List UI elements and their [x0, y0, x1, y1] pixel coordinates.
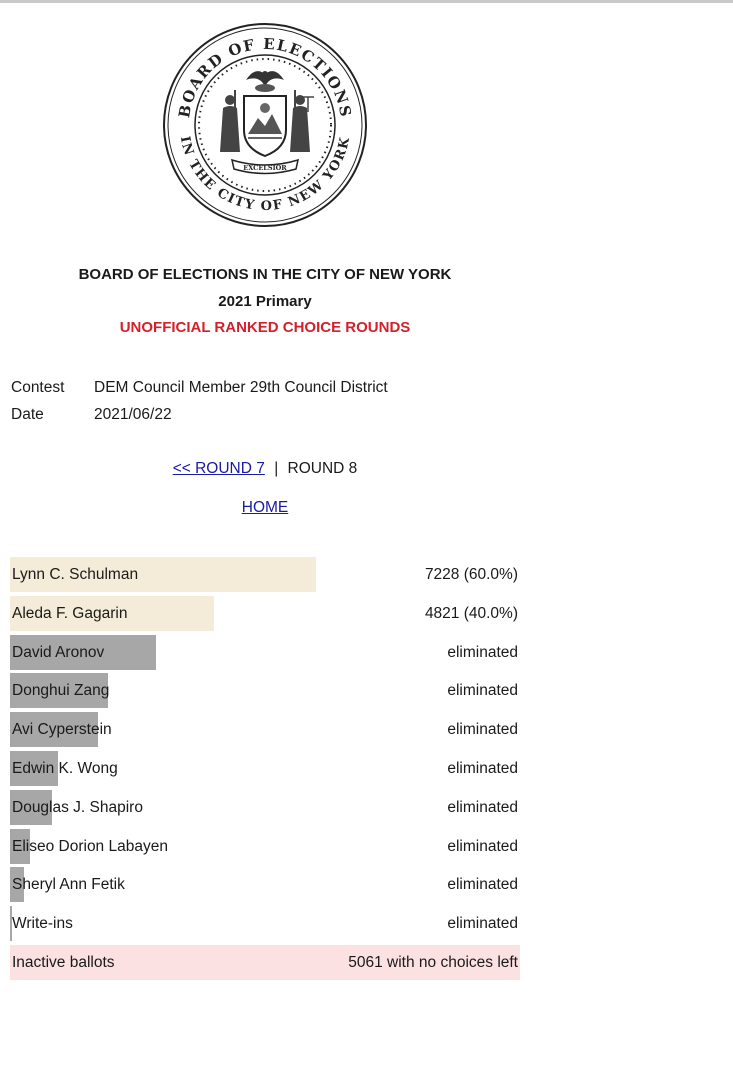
date-label: Date — [11, 406, 44, 423]
header-title: BOARD OF ELECTIONS IN THE CITY OF NEW YORK — [78, 266, 452, 283]
justice-figure-icon — [290, 90, 314, 152]
candidate-result: eliminated — [447, 876, 518, 894]
result-row — [10, 751, 520, 786]
result-row — [10, 790, 520, 825]
result-row — [10, 596, 520, 631]
shield-icon — [244, 96, 286, 156]
home-nav — [0, 499, 530, 517]
candidate-name: Inactive ballots — [12, 953, 115, 971]
result-row — [10, 712, 520, 747]
seal-top-text: BOARD OF ELECTIONS — [175, 34, 355, 120]
contest-value: DEM Council Member 29th Council District — [94, 379, 388, 396]
eagle-icon — [246, 71, 284, 92]
result-row — [10, 829, 520, 864]
candidate-result: 4821 (40.0%) — [424, 604, 518, 622]
result-row — [10, 867, 520, 902]
result-row — [10, 945, 520, 980]
candidate-name: Avi Cyperstein — [12, 721, 112, 739]
page-header — [0, 262, 530, 342]
header-election: 2021 Primary — [218, 292, 312, 310]
result-row — [10, 906, 520, 941]
result-row — [10, 635, 520, 670]
header-subtitle: UNOFFICIAL RANKED CHOICE ROUNDS — [119, 319, 411, 336]
contest-label: Contest — [11, 379, 65, 396]
candidate-name: Sheryl Ann Fetik — [12, 876, 125, 894]
candidate-result: eliminated — [447, 915, 518, 933]
candidate-name: Donghui Zang — [12, 682, 110, 700]
previous-round-link[interactable]: << ROUND 7 — [172, 460, 265, 477]
candidate-name: Aleda F. Gagarin — [12, 604, 128, 622]
date-value: 2021/06/22 — [94, 406, 172, 423]
candidate-name: Edwin K. Wong — [12, 759, 118, 777]
candidate-name: Write-ins — [12, 915, 73, 933]
candidate-name: David Aronov — [12, 643, 105, 661]
candidate-result: eliminated — [447, 759, 518, 777]
top-border — [0, 0, 733, 3]
liberty-figure-icon — [220, 90, 240, 152]
candidate-result: eliminated — [447, 682, 518, 700]
candidate-result: 5061 with no choices left — [348, 953, 518, 971]
contest-info — [11, 374, 388, 428]
candidate-result: eliminated — [447, 798, 518, 816]
round-navigation — [0, 460, 530, 478]
candidate-result: 7228 (60.0%) — [424, 566, 518, 583]
candidate-name: Lynn C. Schulman — [12, 566, 139, 583]
home-link[interactable]: HOME — [241, 499, 289, 516]
nav-separator: | — [274, 460, 279, 477]
candidate-name: Eliseo Dorion Labayen — [12, 837, 168, 855]
candidate-result: eliminated — [447, 643, 518, 661]
candidate-result: eliminated — [447, 721, 518, 739]
seal-motto: EXCELSIOR — [243, 164, 287, 172]
seal-bottom-text: IN THE CITY OF NEW YORK — [176, 134, 354, 215]
results-table — [10, 557, 520, 984]
result-row — [10, 557, 520, 592]
result-row — [10, 673, 520, 708]
candidate-name: Douglas J. Shapiro — [12, 798, 143, 816]
candidate-result: eliminated — [447, 837, 518, 855]
current-round-label: ROUND 8 — [287, 460, 358, 477]
nyc-board-of-elections-seal — [162, 22, 368, 228]
